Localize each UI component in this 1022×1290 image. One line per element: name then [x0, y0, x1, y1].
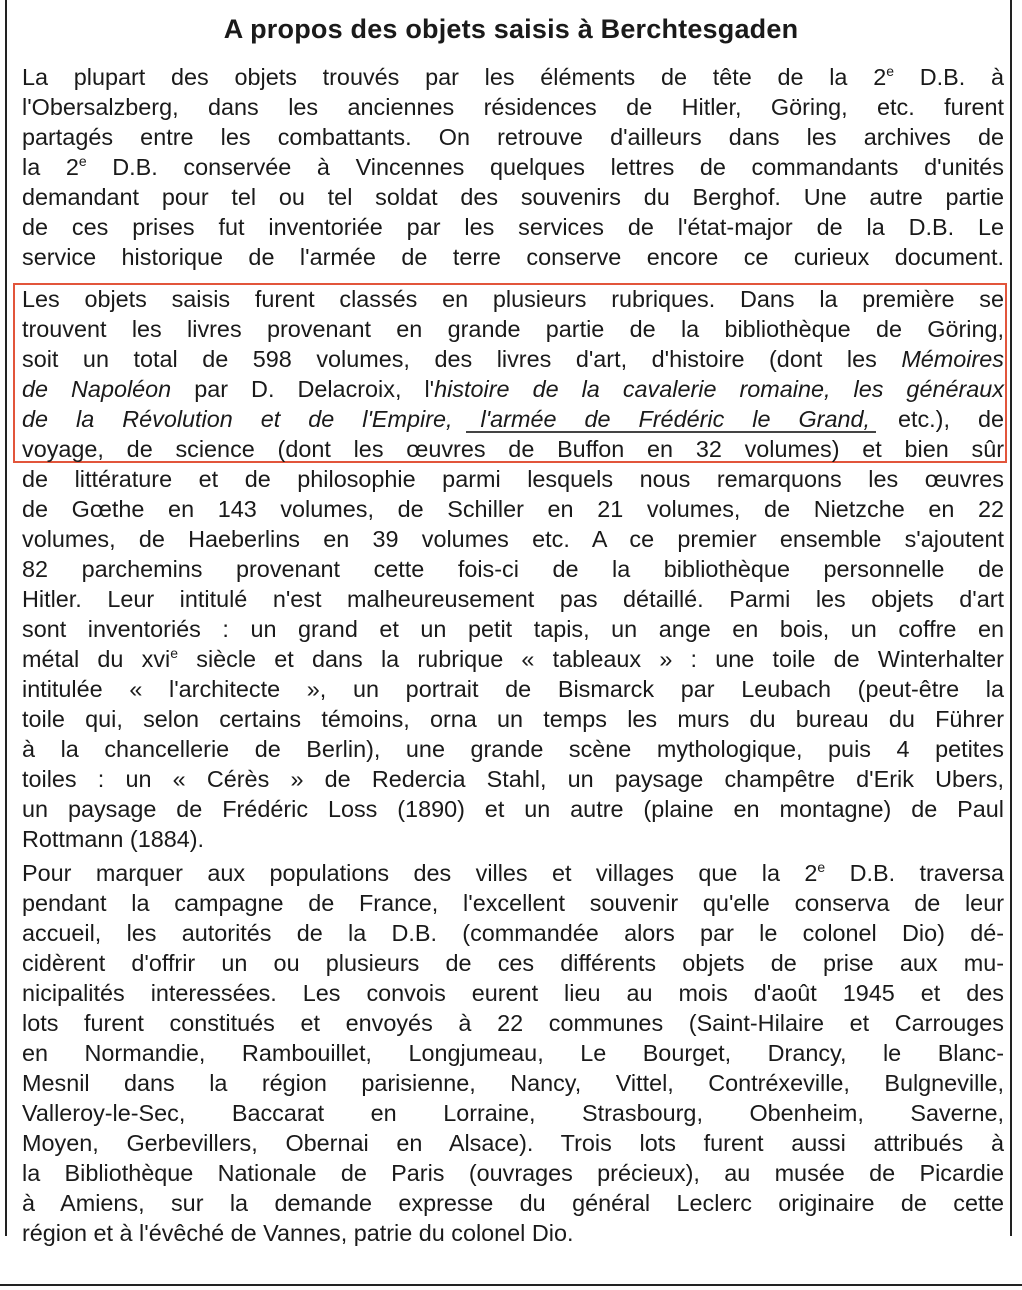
text-line: de littérature et de philosophie parmi lesquels nous remarquons les œuvres — [22, 466, 1004, 492]
text-line: de Gœthe en 143 volumes, de Schiller en 21 volumes, de Nietzche en 22 — [22, 496, 1004, 522]
text-line: toiles : un « Cérès » de Redercia Stahl, un paysage champêtre d'Erik Ubers, — [22, 766, 1004, 792]
text-line: La plupart des objets trouvés par les éléments de tête de la 2e D.B. à — [22, 63, 1004, 90]
text-line: demandant pour tel ou tel soldat des souvenirs du Berghof. Une autre partie — [22, 184, 1004, 210]
text-line: sont inventoriés : un grand et un petit tapis, un ange en bois, un coffre en — [22, 616, 1004, 642]
text-line: lots furent constitués et envoyés à 22 communes (Saint-Hilaire et Carrouges — [22, 1010, 1004, 1036]
text-line: à Amiens, sur la demande expresse du général Leclerc originaire de cette — [22, 1190, 1004, 1216]
text-line: à la chancellerie de Berlin), une grande scène mythologique, puis 4 petites — [22, 736, 1004, 762]
text-line: intitulée « l'architecte », un portrait de Bismarck par Leubach (peut-être la — [22, 676, 1004, 702]
text-line: voyage, de science (dont les œuvres de Buffon en 32 volumes) et bien sûr — [22, 436, 1004, 462]
paragraph-1 — [22, 62, 1004, 272]
text-line: de Napoléon par D. Delacroix, l'histoire de la cavalerie romaine, les généraux — [22, 376, 1004, 402]
text-line: cidèrent d'offrir un ou plusieurs de ces différents objets de prise aux mu- — [22, 950, 1004, 976]
page-title: A propos des objets saisis à Berchtesgaden — [223, 14, 799, 44]
text-line: Moyen, Gerbevillers, Obernai en Alsace). Trois lots furent aussi attribués à — [22, 1130, 1004, 1156]
text-line: Les objets saisis furent classés en plusieurs rubriques. Dans la première se — [22, 286, 1004, 312]
text-line: pendant la campagne de France, l'excellent souvenir qu'elle conserva de leur — [22, 890, 1004, 916]
text-line: un paysage de Frédéric Loss (1890) et un autre (plaine en montagne) de Paul — [22, 796, 1004, 822]
text-line: la 2e D.B. conservée à Vincennes quelques lettres de commandants d'unités — [22, 153, 1004, 180]
text-line: nicipalités interessées. Les convois eurent lieu au mois d'août 1945 et des — [22, 980, 1004, 1006]
text-line: l'Obersalzberg, dans les anciennes résidences de Hitler, Göring, etc. furent — [22, 94, 1004, 120]
text-line: Mesnil dans la région parisienne, Nancy, Vittel, Contréxeville, Bulgneville, — [22, 1070, 1004, 1096]
text-line: région et à l'évêché de Vannes, patrie du colonel Dio. — [22, 1220, 574, 1246]
text-line: volumes, de Haeberlins en 39 volumes etc. A ce premier ensemble s'ajoutent — [22, 526, 1004, 552]
text-line: Rottmann (1884). — [22, 826, 205, 852]
text-line: soit un total de 598 volumes, des livres d'art, d'histoire (dont les Mémoires — [22, 346, 1004, 372]
text-line: accueil, les autorités de la D.B. (commandée alors par le colonel Dio) dé- — [22, 920, 1004, 946]
text-line: métal du xvi$^e$ siècle et dans la rubrique « tableaux » : une toile de Winterhalter — [22, 645, 1004, 672]
text-line: en Normandie, Rambouillet, Longjumeau, Le Bourget, Drancy, le Blanc- — [22, 1040, 1004, 1066]
text-line: Pour marquer aux populations des villes et villages que la 2e D.B. traversa — [22, 859, 1005, 886]
text-line: 82 parchemins provenant cette fois-ci de la bibliothèque personnelle de — [22, 556, 1004, 582]
paragraph-2 — [22, 284, 1004, 854]
bottom-rule — [0, 1284, 1022, 1286]
paragraph-3 — [22, 858, 1004, 1248]
text-line: la Bibliothèque Nationale de Paris (ouvrages précieux), au musée de Picardie — [22, 1160, 1004, 1186]
text-line: de ces prises fut inventoriée par les services de l'état-major de la D.B. Le — [22, 214, 1004, 240]
text-line: de la Révolution et de l'Empire, l'armée de Frédéric le Grand, etc.), de — [22, 406, 1004, 432]
text-line: trouvent les livres provenant en grande partie de la bibliothèque de Göring, — [22, 316, 1004, 342]
text-line: service historique de l'armée de terre conserve encore ce curieux document. — [22, 244, 1004, 270]
text-line: Hitler. Leur intitulé n'est malheureusement pas détaillé. Parmi les objets d'art — [22, 586, 1004, 612]
text-line: Valleroy-le-Sec, Baccarat en Lorraine, Strasbourg, Obenheim, Saverne, — [22, 1100, 1004, 1126]
text-line: partagés entre les combattants. On retrouve d'ailleurs dans les archives de — [22, 124, 1004, 150]
text-line: toile qui, selon certains témoins, orna un temps les murs du bureau du Führer — [22, 706, 1004, 732]
